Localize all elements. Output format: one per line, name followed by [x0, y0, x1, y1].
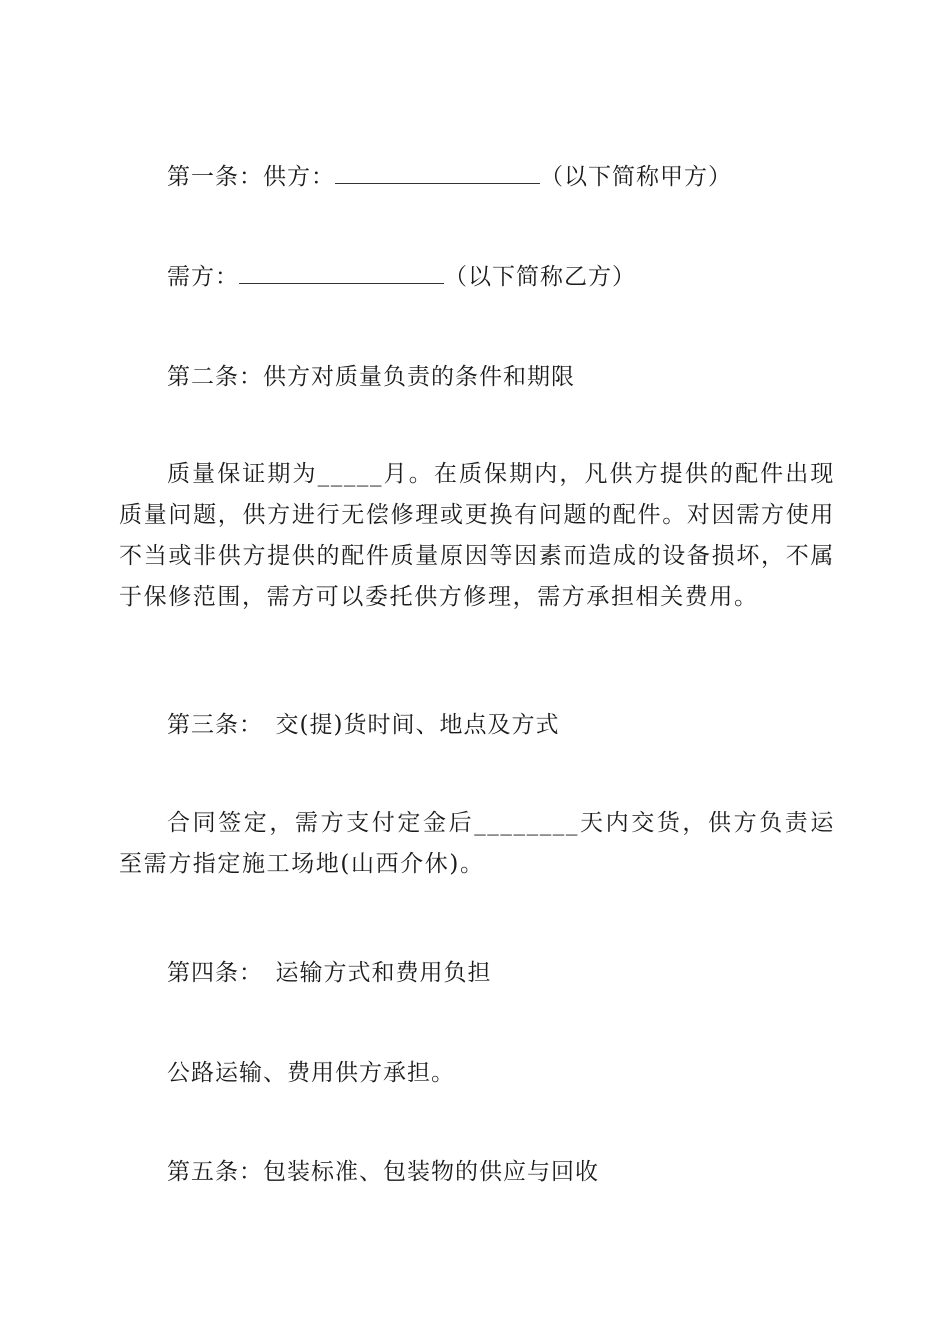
article-1-supplier-line: [167, 162, 732, 192]
demand-party-line: [167, 262, 636, 292]
article-1-label: 第一条：供方：: [167, 164, 335, 190]
article-2-body-after: 月。在质保期内，凡供方提供的配件出现质量问题，供方进行无偿修理或更换有问题的配件。对因需方使用不当或非供方提供的配件质量原因等因素而造成的设备损坏，不属于保修范围，需方可以委托供方修理，需方承担相关费用。: [119, 461, 835, 610]
article-3-title: 第三条： 交(提)货时间、地点及方式: [167, 712, 560, 738]
article-4-title: 第四条： 运输方式和费用负担: [167, 960, 492, 986]
article-4-body: 公路运输、费用供方承担。: [167, 1060, 455, 1086]
article-2-body: [119, 454, 835, 618]
demand-name-blank: [239, 263, 444, 284]
article-2-title: 第二条：供方对质量负责的条件和期限: [167, 364, 575, 390]
delivery-days-blank: ________: [474, 810, 580, 836]
demand-label: 需方：: [167, 264, 239, 290]
article-3-body-after: 天内交货，供方负责运至需方指定施工场地(山西介休)。: [119, 810, 836, 877]
supplier-name-blank: [335, 163, 540, 184]
article-2-body-before: 质量保证期为: [167, 461, 318, 487]
demand-suffix: （以下简称乙方）: [444, 264, 636, 290]
article-3-body: [119, 803, 835, 885]
article-1-suffix: （以下简称甲方）: [540, 164, 732, 190]
article-3-body-before: 合同签定，需方支付定金后: [167, 810, 475, 836]
warranty-months-blank: _____: [317, 461, 384, 487]
article-5-title: 第五条：包装标准、包装物的供应与回收: [167, 1159, 599, 1185]
